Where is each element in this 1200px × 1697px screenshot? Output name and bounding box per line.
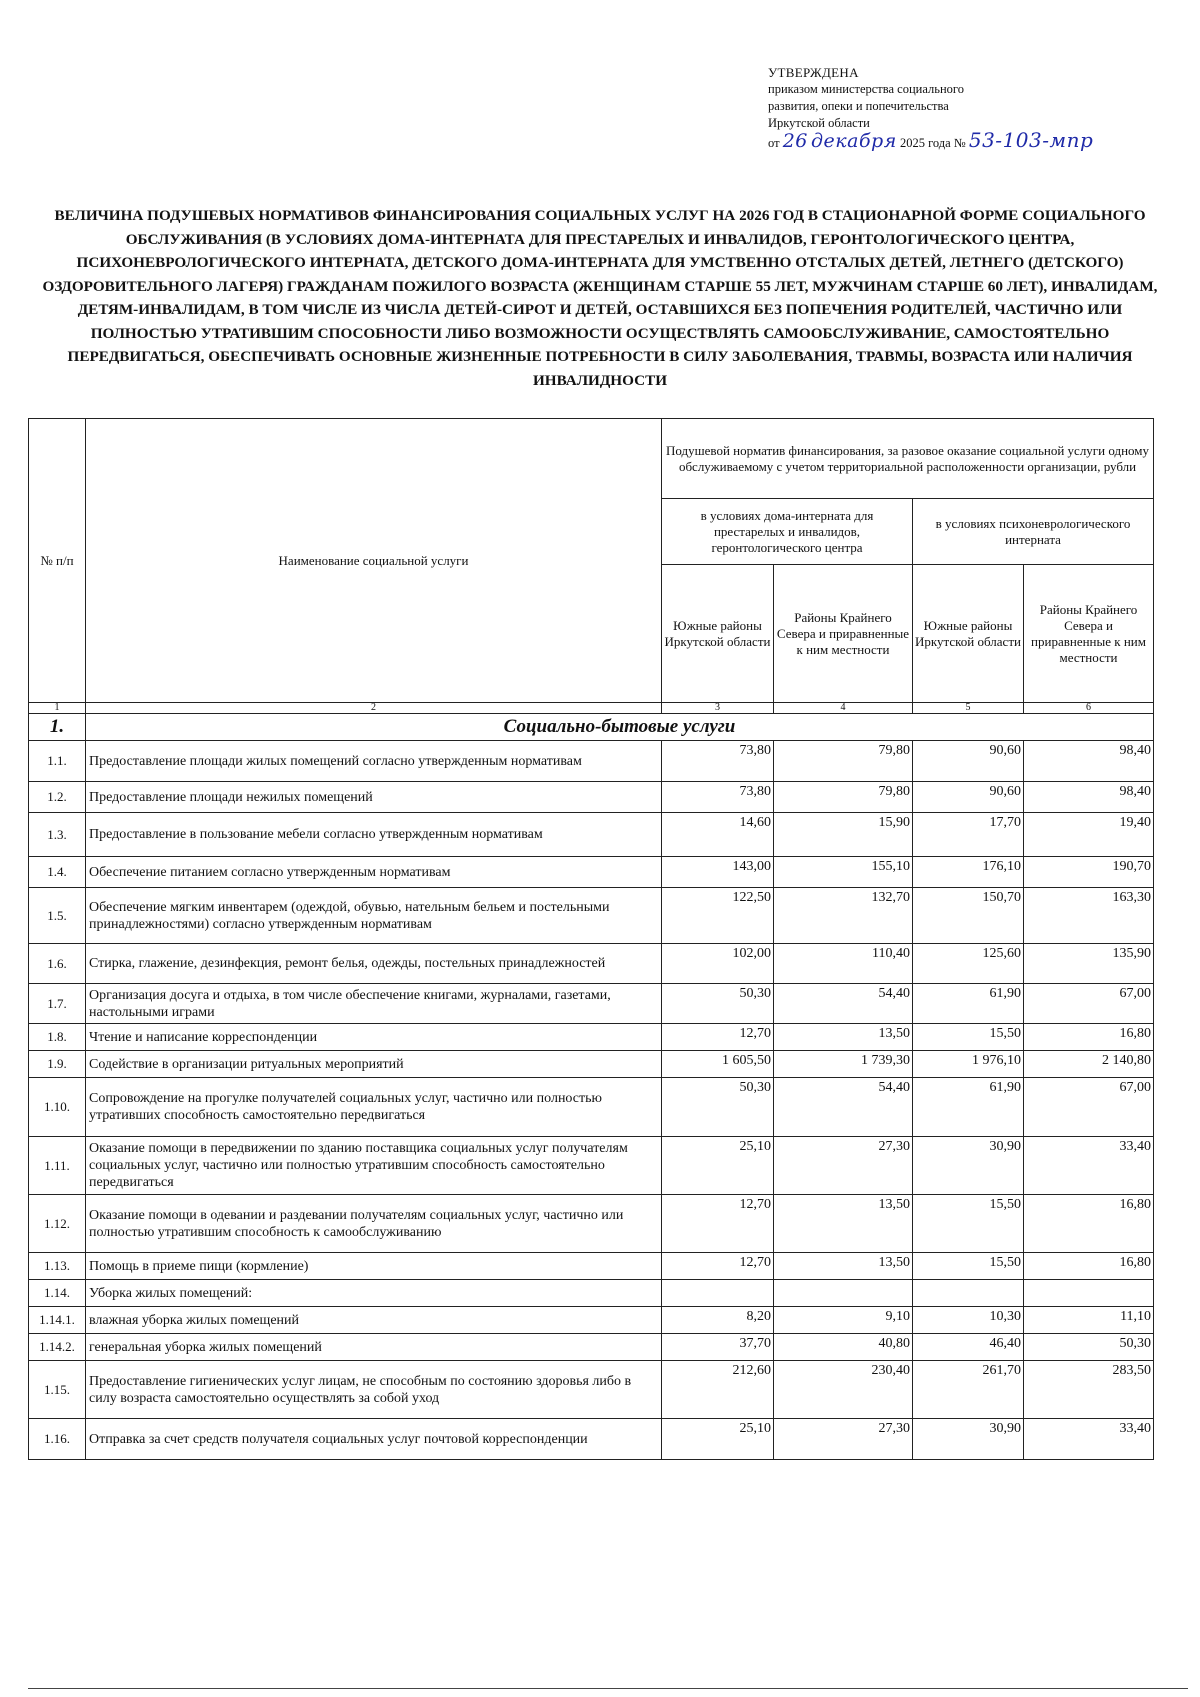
section-number: 1.	[29, 714, 86, 741]
row-number: 1.14.2.	[29, 1334, 86, 1361]
value-north-psycho: 98,40	[1024, 741, 1154, 782]
table-row	[29, 857, 1154, 888]
row-number: 1.16.	[29, 1419, 86, 1460]
table-row	[29, 1361, 1154, 1419]
value-south-elderly: 50,30	[662, 1078, 774, 1137]
table-row	[29, 984, 1154, 1024]
table-row	[29, 813, 1154, 857]
column-number: 5	[913, 703, 1024, 714]
value-south-elderly: 12,70	[662, 1253, 774, 1280]
value-south-elderly: 12,70	[662, 1024, 774, 1051]
value-north-elderly: 13,50	[774, 1024, 913, 1051]
value-south-elderly: 25,10	[662, 1137, 774, 1195]
value-north-psycho: 283,50	[1024, 1361, 1154, 1419]
date-prefix: от	[768, 136, 780, 150]
column-number: 6	[1024, 703, 1154, 714]
value-south-psycho: 1 976,10	[913, 1051, 1024, 1078]
value-north-elderly: 54,40	[774, 1078, 913, 1137]
table-row	[29, 1307, 1154, 1334]
table-row	[29, 944, 1154, 984]
value-north-psycho: 19,40	[1024, 813, 1154, 857]
header-norm: Подушевой норматив финансирования, за разовое оказание социальной услуги одному обслуживаемому с учетом территориальной расположенности организации, рубли	[662, 419, 1154, 499]
value-south-elderly: 212,60	[662, 1361, 774, 1419]
table-row	[29, 1419, 1154, 1460]
value-south-elderly: 14,60	[662, 813, 774, 857]
row-number: 1.2.	[29, 782, 86, 813]
table-row	[29, 1253, 1154, 1280]
service-name: Оказание помощи в передвижении по зданию поставщика социальных услуг получателям социальных услуг, частично или полностью утратившим способность самостоятельно передвигаться	[86, 1137, 662, 1195]
table-row	[29, 1051, 1154, 1078]
value-south-psycho: 61,90	[913, 1078, 1024, 1137]
row-number: 1.13.	[29, 1253, 86, 1280]
value-north-elderly: 132,70	[774, 888, 913, 944]
approval-line-4: Иркутской области	[768, 116, 870, 130]
service-name: Сопровождение на прогулке получателей социальных услуг, частично или полностью утративших способность самостоятельно передвигаться	[86, 1078, 662, 1137]
column-number: 2	[86, 703, 662, 714]
approval-block	[768, 64, 1188, 152]
column-number: 3	[662, 703, 774, 714]
header-south-1: Южные районы Иркутской области	[662, 565, 774, 703]
service-name: генеральная уборка жилых помещений	[86, 1334, 662, 1361]
service-name: Оказание помощи в одевании и раздевании получателям социальных услуг, частично или полностью утратившим способность к самообслуживанию	[86, 1195, 662, 1253]
value-south-psycho: 125,60	[913, 944, 1024, 984]
value-north-psycho: 135,90	[1024, 944, 1154, 984]
value-north-elderly: 79,80	[774, 741, 913, 782]
value-north-elderly: 27,30	[774, 1419, 913, 1460]
approval-heading: УТВЕРЖДЕНА	[768, 65, 859, 80]
row-number: 1.11.	[29, 1137, 86, 1195]
row-number: 1.8.	[29, 1024, 86, 1051]
value-south-psycho: 30,90	[913, 1137, 1024, 1195]
value-south-psycho: 90,60	[913, 782, 1024, 813]
value-north-psycho: 16,80	[1024, 1024, 1154, 1051]
row-number: 1.7.	[29, 984, 86, 1024]
row-number: 1.10.	[29, 1078, 86, 1137]
value-south-elderly: 50,30	[662, 984, 774, 1024]
value-north-psycho: 11,10	[1024, 1307, 1154, 1334]
row-number: 1.12.	[29, 1195, 86, 1253]
value-south-psycho: 15,50	[913, 1195, 1024, 1253]
column-number: 1	[29, 703, 86, 714]
value-north-psycho: 190,70	[1024, 857, 1154, 888]
value-south-psycho: 46,40	[913, 1334, 1024, 1361]
value-north-psycho: 98,40	[1024, 782, 1154, 813]
value-south-psycho: 15,50	[913, 1253, 1024, 1280]
value-south-psycho: 17,70	[913, 813, 1024, 857]
table-row	[29, 1195, 1154, 1253]
bottom-rule	[28, 1688, 1188, 1689]
header-south-2: Южные районы Иркутской области	[913, 565, 1024, 703]
value-south-psycho: 61,90	[913, 984, 1024, 1024]
value-north-elderly: 13,50	[774, 1195, 913, 1253]
value-south-elderly: 143,00	[662, 857, 774, 888]
value-north-elderly: 27,30	[774, 1137, 913, 1195]
section-title: Социально-бытовые услуги	[86, 714, 1154, 741]
header-name: Наименование социальной услуги	[86, 419, 662, 703]
row-number: 1.15.	[29, 1361, 86, 1419]
table-row	[29, 1334, 1154, 1361]
value-north-psycho	[1024, 1280, 1154, 1307]
approval-line-2: приказом министерства социального	[768, 82, 964, 96]
section-row	[29, 714, 1154, 741]
value-south-elderly: 102,00	[662, 944, 774, 984]
value-south-psycho: 150,70	[913, 888, 1024, 944]
order-number-handwritten: 53-103-мпр	[968, 128, 1094, 152]
service-name: Предоставление площади жилых помещений согласно утвержденным нормативам	[86, 741, 662, 782]
value-north-psycho: 163,30	[1024, 888, 1154, 944]
value-south-elderly: 122,50	[662, 888, 774, 944]
norms-table	[28, 418, 1154, 1460]
value-north-psycho: 67,00	[1024, 984, 1154, 1024]
value-north-elderly: 1 739,30	[774, 1051, 913, 1078]
service-name: Стирка, глажение, дезинфекция, ремонт белья, одежды, постельных принадлежностей	[86, 944, 662, 984]
service-name: Уборка жилых помещений:	[86, 1280, 662, 1307]
date-year-text: 2025 года №	[899, 136, 966, 150]
table-row	[29, 782, 1154, 813]
row-number: 1.4.	[29, 857, 86, 888]
value-north-elderly: 110,40	[774, 944, 913, 984]
row-number: 1.1.	[29, 741, 86, 782]
service-name: Предоставление площади нежилых помещений	[86, 782, 662, 813]
value-north-elderly: 230,40	[774, 1361, 913, 1419]
service-name: влажная уборка жилых помещений	[86, 1307, 662, 1334]
row-number: 1.6.	[29, 944, 86, 984]
header-north-2: Районы Крайнего Севера и приравненные к ним местности	[1024, 565, 1154, 703]
row-number: 1.9.	[29, 1051, 86, 1078]
service-name: Содействие в организации ритуальных мероприятий	[86, 1051, 662, 1078]
table-row	[29, 1078, 1154, 1137]
value-south-psycho: 176,10	[913, 857, 1024, 888]
value-south-elderly: 37,70	[662, 1334, 774, 1361]
value-south-elderly: 25,10	[662, 1419, 774, 1460]
value-north-elderly: 54,40	[774, 984, 913, 1024]
value-north-elderly: 155,10	[774, 857, 913, 888]
value-south-psycho: 10,30	[913, 1307, 1024, 1334]
row-number: 1.14.1.	[29, 1307, 86, 1334]
value-north-psycho: 16,80	[1024, 1195, 1154, 1253]
service-name: Обеспечение питанием согласно утвержденным нормативам	[86, 857, 662, 888]
value-south-psycho: 30,90	[913, 1419, 1024, 1460]
approval-date-line	[768, 128, 1188, 152]
table-row	[29, 1280, 1154, 1307]
value-north-elderly: 40,80	[774, 1334, 913, 1361]
value-south-psycho	[913, 1280, 1024, 1307]
table-row	[29, 1137, 1154, 1195]
value-north-psycho: 16,80	[1024, 1253, 1154, 1280]
value-south-elderly: 12,70	[662, 1195, 774, 1253]
column-number: 4	[774, 703, 913, 714]
header-num: № п/п	[29, 419, 86, 703]
value-south-psycho: 90,60	[913, 741, 1024, 782]
value-south-elderly: 73,80	[662, 782, 774, 813]
table-row	[29, 741, 1154, 782]
value-north-elderly: 15,90	[774, 813, 913, 857]
row-number: 1.3.	[29, 813, 86, 857]
value-north-psycho: 50,30	[1024, 1334, 1154, 1361]
approval-line-3: развития, опеки и попечительства	[768, 99, 949, 113]
service-name: Организация досуга и отдыха, в том числе обеспечение книгами, журналами, газетами, настольными играми	[86, 984, 662, 1024]
table-row	[29, 1024, 1154, 1051]
service-name: Предоставление гигиенических услуг лицам, не способным по состоянию здоровья либо в силу возраста самостоятельно осуществлять за собой уход	[86, 1361, 662, 1419]
value-north-psycho: 33,40	[1024, 1419, 1154, 1460]
service-name: Чтение и написание корреспонденции	[86, 1024, 662, 1051]
value-south-elderly: 73,80	[662, 741, 774, 782]
header-north-1: Районы Крайнего Севера и приравненные к ним местности	[774, 565, 913, 703]
value-south-elderly: 8,20	[662, 1307, 774, 1334]
service-name: Предоставление в пользование мебели согласно утвержденным нормативам	[86, 813, 662, 857]
date-day-handwritten: 26	[782, 130, 808, 152]
header-group-psycho-neuro: в условиях психоневрологического интерната	[913, 499, 1154, 565]
value-south-psycho: 261,70	[913, 1361, 1024, 1419]
value-north-elderly: 79,80	[774, 782, 913, 813]
value-south-psycho: 15,50	[913, 1024, 1024, 1051]
service-name: Отправка за счет средств получателя социальных услуг почтовой корреспонденции	[86, 1419, 662, 1460]
service-name: Обеспечение мягким инвентарем (одеждой, обувью, нательным бельем и постельными принадлежностями) согласно утвержденным нормативам	[86, 888, 662, 944]
value-north-elderly: 9,10	[774, 1307, 913, 1334]
value-north-elderly	[774, 1280, 913, 1307]
document-title: ВЕЛИЧИНА ПОДУШЕВЫХ НОРМАТИВОВ ФИНАНСИРОВАНИЯ СОЦИАЛЬНЫХ УСЛУГ НА 2026 ГОД В СТАЦИОНАРНОЙ ФОРМЕ СОЦИАЛЬНОГО ОБСЛУЖИВАНИЯ (В УСЛОВИЯХ ДОМА-ИНТЕРНАТА ДЛЯ ПРЕСТАРЕЛЫХ И ИНВАЛИДОВ, ГЕРОНТОЛОГИЧЕСКОГО ЦЕНТРА, ПСИХОНЕВРОЛОГИЧЕСКОГО ИНТЕРНАТА, ДЕТСКОГО ДОМА-ИНТЕРНАТА ДЛЯ УМСТВЕННО ОТСТАЛЫХ ДЕТЕЙ, ЛЕТНЕГО (ДЕТСКОГО) ОЗДОРОВИТЕЛЬНОГО ЛАГЕРЯ) ГРАЖДАНАМ ПОЖИЛОГО ВОЗРАСТА (ЖЕНЩИНАМ СТАРШЕ 55 ЛЕТ, МУЖЧИНАМ СТАРШЕ 60 ЛЕТ), ИНВАЛИДАМ, ДЕТЯМ-ИНВАЛИДАМ, В ТОМ ЧИСЛЕ ИЗ ЧИСЛА ДЕТЕЙ-СИРОТ И ДЕТЕЙ, ОСТАВШИХСЯ БЕЗ ПОПЕЧЕНИЯ РОДИТЕЛЕЙ, ЧАСТИЧНО ИЛИ ПОЛНОСТЬЮ УТРАТИВШИМ СПОСОБНОСТИ ЛИБО ВОЗМОЖНОСТИ ОСУЩЕСТВЛЯТЬ САМООБСЛУЖИВАНИЕ, САМОСТОЯТЕЛЬНО ПЕРЕДВИГАТЬСЯ, ОБЕСПЕЧИВАТЬ ОСНОВНЫЕ ЖИЗНЕННЫЕ ПОТРЕБНОСТИ В СИЛУ ЗАБОЛЕВАНИЯ, ТРАВМЫ, ВОЗРАСТА ИЛИ НАЛИЧИЯ ИНВАЛИДНОСТИ	[42, 207, 1158, 389]
value-north-psycho: 67,00	[1024, 1078, 1154, 1137]
header-group-elderly-home: в условиях дома-интерната для престарелых и инвалидов, геронтологического центра	[662, 499, 913, 565]
value-north-psycho: 33,40	[1024, 1137, 1154, 1195]
row-number: 1.14.	[29, 1280, 86, 1307]
value-north-elderly: 13,50	[774, 1253, 913, 1280]
service-name: Помощь в приеме пищи (кормление)	[86, 1253, 662, 1280]
value-south-elderly	[662, 1280, 774, 1307]
date-month-handwritten: декабря	[811, 130, 897, 152]
column-number-row	[29, 703, 1154, 714]
row-number: 1.5.	[29, 888, 86, 944]
value-north-psycho: 2 140,80	[1024, 1051, 1154, 1078]
value-south-elderly: 1 605,50	[662, 1051, 774, 1078]
table-row	[29, 888, 1154, 944]
